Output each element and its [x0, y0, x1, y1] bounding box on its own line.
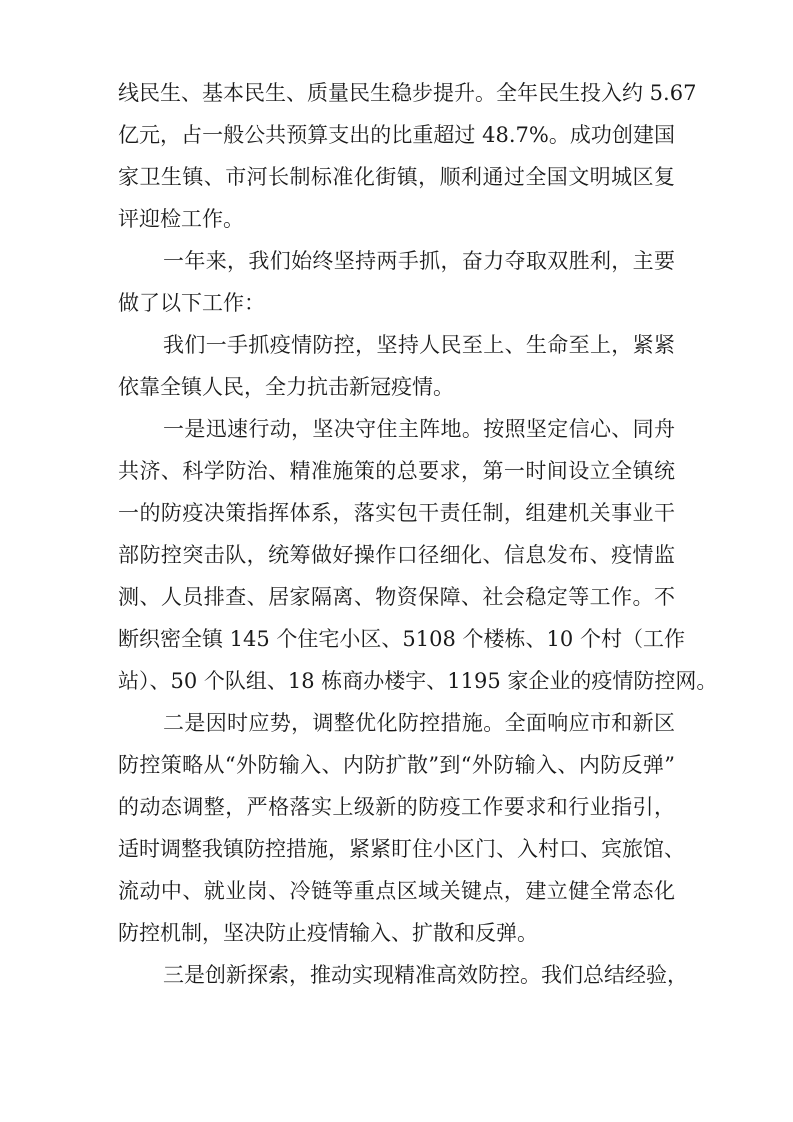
text-line: 防控机制，坚决防止疫情输入、扩散和反弹。 [118, 921, 538, 945]
paragraph [118, 324, 675, 408]
text-line: 做了以下工作： [118, 291, 265, 315]
text-line: 流动中、就业岗、冷链等重点区域关键点，建立健全常态化 [118, 879, 675, 903]
text-line: 家卫生镇、市河长制标准化街镇，顺利通过全国文明城区复 [118, 165, 675, 189]
document-page [118, 72, 718, 996]
text-line: 我们一手抓疫情防控，坚持人民至上、生命至上，紧紧 [163, 333, 675, 357]
text-line: 一是迅速行动，坚决守住主阵地。按照坚定信心、同舟 [163, 417, 675, 441]
paragraph [118, 702, 685, 954]
paragraph [118, 954, 688, 996]
text-line: 一年来，我们始终坚持两手抓，奋力夺取双胜利，主要 [163, 249, 675, 273]
text-line: 评迎检工作。 [118, 207, 244, 231]
text-line: 部防控突击队，统筹做好操作口径细化、信息发布、疫情监 [118, 543, 675, 567]
text-line: 线民生、基本民生、质量民生稳步提升。全年民生投入约 5.67 [118, 81, 697, 105]
text-line: 断织密全镇 145 个住宅小区、5108 个楼栋、10 个村（工作 [118, 627, 685, 651]
text-line: 防控策略从“外防输入、内防扩散”到“外防输入、内防反弹” [118, 753, 675, 777]
text-line: 三是创新探索，推动实现精准高效防控。我们总结经验， [163, 963, 688, 987]
paragraph [118, 408, 718, 702]
text-line: 共济、科学防治、精准施策的总要求，第一时间设立全镇统 [118, 459, 675, 483]
text-line: 适时调整我镇防控措施，紧紧盯住小区门、入村口、宾旅馆、 [118, 837, 685, 861]
text-line: 依靠全镇人民，全力抗击新冠疫情。 [118, 375, 454, 399]
text-line: 一的防疫决策指挥体系，落实包干责任制，组建机关事业干 [118, 501, 675, 525]
text-line: 的动态调整，严格落实上级新的防疫工作要求和行业指引， [118, 795, 675, 819]
text-line: 亿元，占一般公共预算支出的比重超过 48.7%。成功创建国 [118, 123, 675, 147]
paragraph [118, 72, 697, 240]
text-line: 站）、50 个队组、18 栋商办楼宇、1195 家企业的疫情防控网。 [118, 669, 718, 693]
paragraph [118, 240, 675, 324]
text-line: 测、人员排查、居家隔离、物资保障、社会稳定等工作。不 [118, 585, 675, 609]
text-line: 二是因时应势，调整优化防控措施。全面响应市和新区 [163, 711, 675, 735]
